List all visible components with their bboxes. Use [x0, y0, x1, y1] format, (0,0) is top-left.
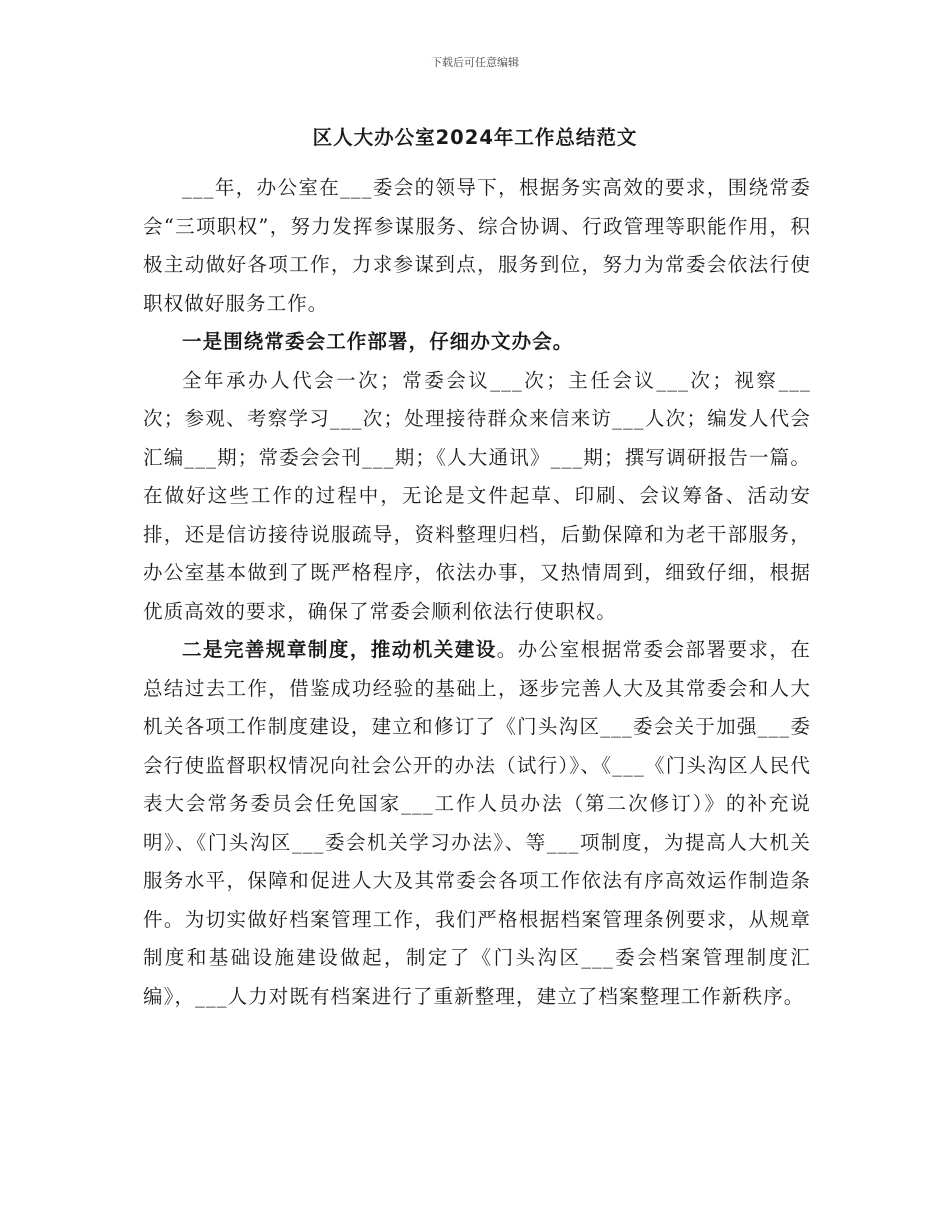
paragraph-section-2-body: 。办公室根据常委会部署要求，在总结过去工作，借鉴成功经验的基础上，逐步完善人大及其常委会和人大机关各项工作制度建设，建立和修订了《门头沟区___委会关于加强___委会行使监督职权情况向社会公开的办法（试行）》、《___《门头沟区人民代表大会常务委员会任免国家___工作人员办法（第二次修订）》的补充说明》、《门头沟区___委会机关学习办法》、等___项制度，为提高人大机关服务水平，保障和促进人大及其常委会各项工作依法有序高效运作制造条件。为切实做好档案管理工作，我们严格根据档案管理条例要求，从规章制度和基础设施建设做起，制定了《门头沟区___委会档案管理制度汇编》，___人力对既有档案进行了重新整理，建立了档案整理工作新秩序。: [143, 638, 811, 1008]
paragraph-section-2: [143, 631, 811, 1016]
document-title: 区人大办公室2024年工作总结范文: [312, 126, 638, 149]
paragraph-section-1: 全年承办人代会一次；常委会议___次；主任会议___次；视察___次；参观、考察学习___次；处理接待群众来信来访___人次；编发人代会汇编___期；常委会会刊___期；《人大通讯》___期；撰写调研报告一篇。在做好这些工作的过程中，无论是文件起草、印刷、会议筹备、活动安排，还是信访接待说服疏导，资料整理归档，后勤保障和为老干部服务，办公室基本做到了既严格程序，依法办事，又热情周到，细致仔细，根据优质高效的要求，确保了常委会顺利依法行使职权。: [143, 368, 811, 623]
document-body: [143, 169, 811, 1016]
section-heading-1-text: 一是围绕常委会工作部署，仔细办文办会。: [182, 330, 574, 353]
section-heading-1: [143, 323, 811, 362]
paragraph-intro: ___年，办公室在___委会的领导下，根据务实高效的要求，围绕常委会“三项职权”，努力发挥参谋服务、综合协调、行政管理等职能作用，积极主动做好各项工作，力求参谋到点，服务到位，努力为常委会依法行使职权做好服务工作。: [143, 176, 811, 315]
header-note: 下载后可任意编辑: [431, 56, 519, 69]
section-heading-2-text: 二是完善规章制度，推动机关建设: [182, 638, 497, 661]
